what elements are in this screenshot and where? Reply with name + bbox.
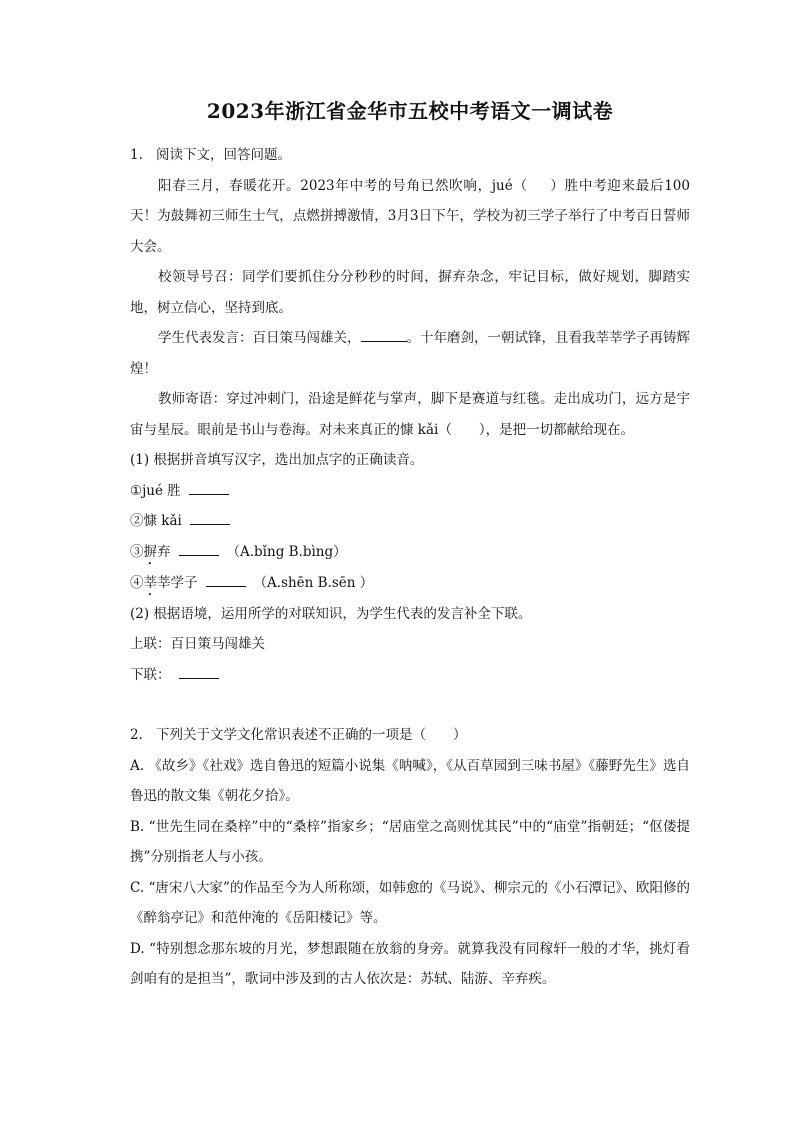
passage-text: 。十年磨剑，一朝试锋，且看我莘莘学子再铸辉煌！ — [130, 330, 690, 377]
answer-blank[interactable] — [179, 541, 219, 556]
answer-blank[interactable] — [189, 480, 229, 495]
item-label: ③ — [130, 543, 144, 560]
item-label: ②慷 kǎi — [130, 513, 182, 529]
sub-question-2: (2) 根据语境，运用所学的对联知识，为学生代表的发言补全下联。 — [130, 605, 532, 622]
question-prompt: 下列关于文学文化常识表述不正确的一项是（ ） — [156, 727, 467, 743]
fill-item-1 — [130, 476, 690, 507]
pronunciation-options: （A.shēn B.sēn ） — [253, 574, 374, 591]
option-c: C. “唐宋八大家”的作品至今为人所称颂，如韩愈的《马说》、柳宗元的《小石潭记》、欧阳修的《醉翁亭记》和范仲淹的《岳阳楼记》等。 — [130, 879, 690, 926]
question-1-heading — [130, 140, 690, 171]
passage-text: 阳春三月，春暖花开。2023年中考的号角已然吹响，jué（ — [158, 177, 528, 194]
passage-text: 学生代表发言：百日策马闯雄关， — [158, 330, 361, 346]
pronunciation-options: （A.bǐng B.bìng） — [226, 543, 347, 560]
question-2-heading — [130, 720, 690, 751]
answer-blank[interactable] — [179, 664, 219, 679]
fill-item-2 — [130, 506, 690, 537]
dotted-character: 莘 — [143, 574, 157, 591]
couplet-upper: 上联：百日策马闯雄关 — [130, 636, 265, 652]
sub-question-1: (1) 根据拼音填写汉字，选出加点字的正确读音。 — [130, 452, 424, 468]
item-label: 莘学子 — [157, 574, 198, 591]
page-title: 2023年浙江省金华市五校中考语文一调试卷 — [206, 99, 614, 123]
answer-blank[interactable] — [206, 572, 246, 587]
fill-item-3 — [130, 537, 690, 568]
passage-paragraph: 校领导号召：同学们要抓住分分秒秒的时间，摒弃杂念，牢记目标，做好规划，脚踏实地，树立信心，坚持到底。 — [130, 269, 690, 316]
item-label: ①jué 胜 — [130, 482, 181, 499]
item-label: 下联： — [130, 666, 171, 683]
answer-blank[interactable] — [361, 327, 407, 342]
question-number: 1. — [130, 147, 143, 163]
option-d: D. “特别想念那东坡的月光，梦想跟随在放翁的身旁。就算我没有同稼轩一般的才华，挑灯看剑咱有的是担当”，歌词中涉及到的古人依次是：苏轼、陆游、辛弃疾。 — [130, 940, 690, 987]
dotted-character: 摒 — [143, 543, 157, 560]
passage-paragraph: 教师寄语：穿过冲刺门，沿途是鲜花与掌声，脚下是赛道与红毯。走出成功门，远方是宇宙与星辰。眼前是书山与卷海。对未来真正的慷 kǎi（ ），是把一切都献给现在。 — [130, 391, 690, 438]
item-label: ④ — [130, 574, 144, 591]
document-page — [130, 98, 690, 995]
passage-paragraph — [130, 323, 690, 384]
question-prompt: 阅读下文，回答问题。 — [156, 147, 291, 163]
couplet-lower — [130, 660, 690, 691]
passage-paragraph — [130, 171, 690, 263]
item-label: 弃 — [157, 543, 171, 560]
section-gap — [130, 690, 690, 720]
option-a: A. 《故乡》《社戏》选自鲁迅的短篇小说集《呐喊》，《从百草园到三味书屋》《藤野先生》选自鲁迅的散文集《朝花夕拾》。 — [130, 757, 690, 804]
fill-item-4 — [130, 568, 690, 599]
passage-text: ）胜中考迎来最后100天！为鼓舞初三师生士气，点燃拼搏激情，3月3日下午，学校为初三学子举行了中考百日誓师大会。 — [130, 177, 690, 255]
answer-blank[interactable] — [190, 510, 230, 525]
question-number: 2. — [130, 727, 143, 743]
option-b: B. “世先生同在桑梓”中的“桑梓”指家乡；“居庙堂之高则忧其民”中的“庙堂”指朝廷；“伛偻提携”分别指老人与小孩。 — [130, 818, 690, 865]
